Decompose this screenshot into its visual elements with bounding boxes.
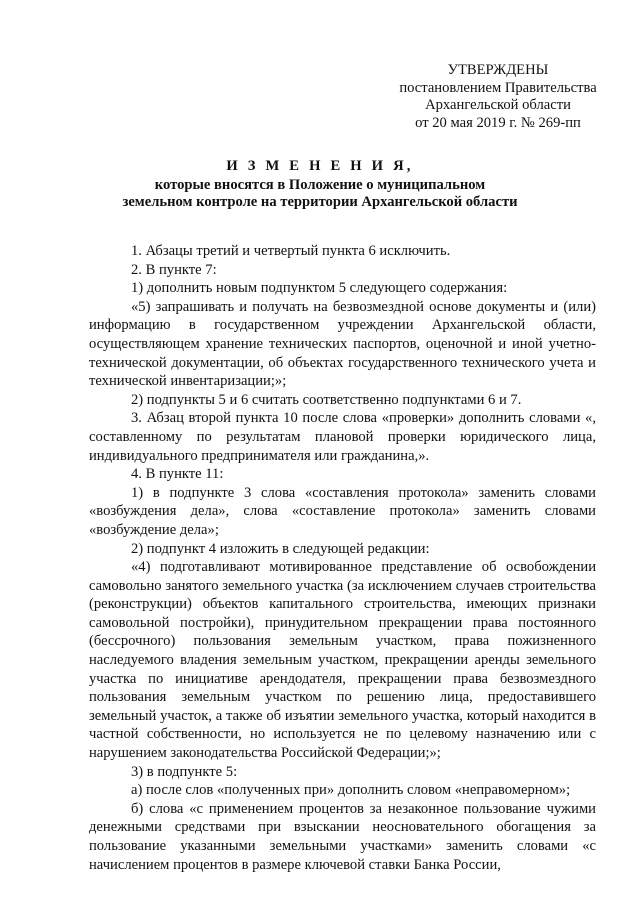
approval-line-4: от 20 мая 2019 г. № 269-пп <box>415 114 581 131</box>
paragraph: 4. В пункте 11: <box>131 466 224 483</box>
document-body <box>89 242 596 874</box>
document-subtitle-line-2: земельном контроле на территории Архангельской области <box>122 194 518 210</box>
paragraph: 2. В пункте 7: <box>131 261 217 278</box>
paragraph: 1) дополнить новым подпунктом 5 следующего содержания: <box>131 280 508 297</box>
paragraph: 3) в подпункте 5: <box>131 763 238 780</box>
document-title: И З М Е Н Е Н И Я, <box>226 158 414 174</box>
paragraph: 3. Абзац второй пункта 10 после слова «проверки» дополнить словами «, составленному по результатам плановой проверки юридического лица, индивидуального предпринимателя или гражданина,». <box>89 410 596 464</box>
paragraph: 1. Абзацы третий и четвертый пункта 6 исключить. <box>131 243 451 259</box>
paragraph: а) после слов «полученных при» дополнить словом «неправомерном»; <box>131 782 571 799</box>
paragraph: 2) подпункт 4 изложить в следующей редакции: <box>131 540 430 557</box>
approval-stamp <box>392 62 604 132</box>
document-subtitle-line-1: которые вносятся в Положение о муниципальном <box>154 176 486 193</box>
document-heading <box>60 158 580 212</box>
approval-line-1: УТВЕРЖДЕНЫ <box>447 62 549 78</box>
approval-line-2: постановлением Правительства <box>399 79 597 96</box>
paragraph: «5) запрашивать и получать на безвозмездной основе документы и (или) информацию в государственном учреждении Архангельской области, осуществляющем хранение технических паспортов, оценочной и иной учетно-технической документации, об объектах государственного технического учета и технической инвентаризации;»; <box>89 298 596 390</box>
approval-line-3: Архангельской области <box>425 97 571 113</box>
paragraph: «4) подготавливают мотивированное представление об освобождении самовольно занятого земельного участка (за исключением случаев строительства (реконструкции) объектов капитального строительства, имеющих признаки самовольной постройки), принудительном прекращении права постоянного (бессрочного) пользования земельным участком, права пожизненного наследуемого владения земельным участком, прекращении аренды земельного участка по инициативе арендодателя, прекращении права безвозмездного пользования земельным участком по решению лица, предоставившего земельный участок, а также об изъятии земельного участка, который находится в частной собственности, но используется не по целевому назначению или с нарушением законодательства Российской Федерации;»; <box>89 559 596 762</box>
paragraph: б) слова «с применением процентов за незаконное пользование чужими денежными средствами при взыскании неосновательного обогащения за пользование указанными земельными участками» заменить словами «с начислением процентов в размере ключевой ставки Банка России, <box>89 800 596 873</box>
paragraph: 1) в подпункте 3 слова «составления протокола» заменить словами «возбуждения дела», слова «составление протокола» заменить словами «возбуждение дела»; <box>89 484 596 538</box>
paragraph: 2) подпункты 5 и 6 считать соответственно подпунктами 6 и 7. <box>131 391 522 408</box>
